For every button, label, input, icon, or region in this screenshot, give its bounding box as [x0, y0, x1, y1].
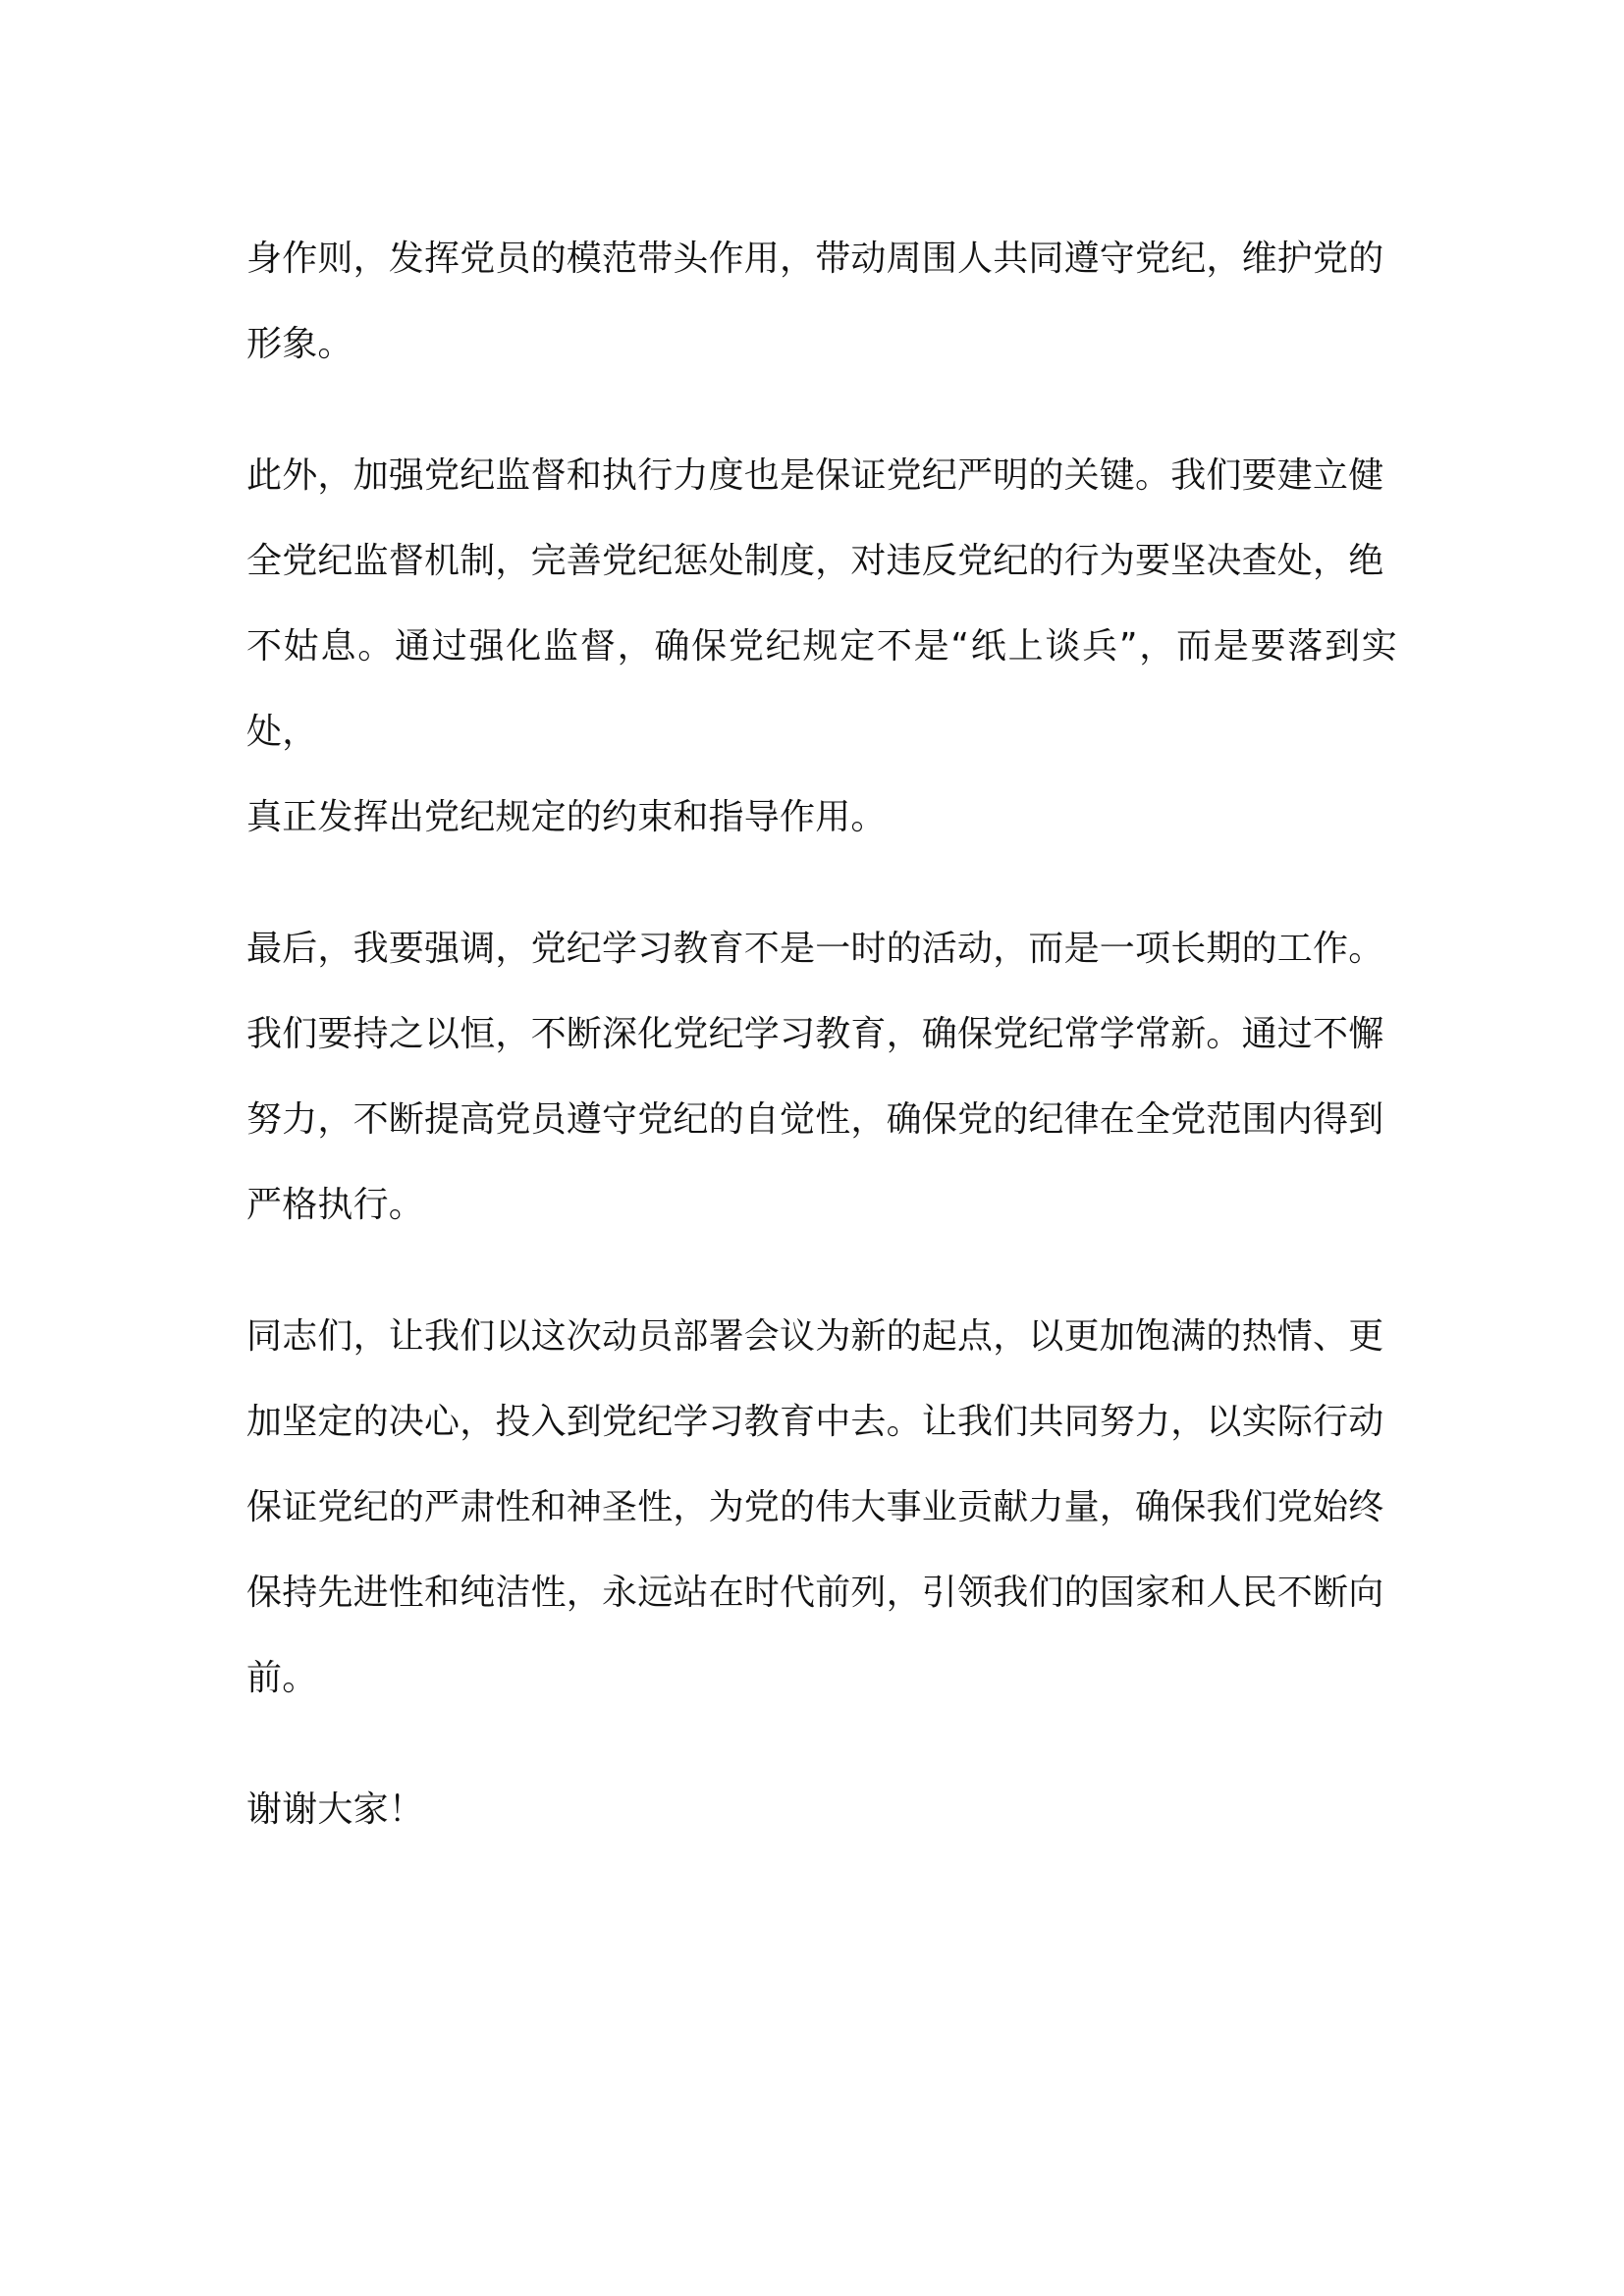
paragraph-3: 最后，我要强调，党纪学习教育不是一时的活动，而是一项长期的工作。 我们要持之以恒，不断深化党纪学习教育，确保党纪常学常新。通过不懈 努力，不断提高党员遵守党纪的自觉性，确保党的纪律在全党范围内得到 严格执行。: [246, 929, 1384, 1225]
document-body: [246, 216, 1397, 1852]
paragraph-4: 同志们，让我们以这次动员部署会议为新的起点，以更加饱满的热情、更 加坚定的决心，投入到党纪学习教育中去。让我们共同努力，以实际行动 保证党纪的严肃性和神圣性，为党的伟大事业贡献力量，确保我们党始终 保持先进性和纯洁性，永远站在时代前列，引领我们的国家和人民不断向 前。: [246, 1316, 1384, 1698]
paragraph-2: 此外，加强党纪监督和执行力度也是保证党纪严明的关键。我们要建立健 全党纪监督机制，完善党纪惩处制度，对违反党纪的行为要坚决查处，绝 不姑息。通过强化监督，确保党纪规定不是“纸上谈兵”，而是要落到实处， 真正发挥出党纪规定的约束和指导作用。: [246, 455, 1397, 837]
paragraph-1: 身作则，发挥党员的模范带头作用，带动周围人共同遵守党纪，维护党的 形象。: [246, 239, 1384, 364]
closing-paragraph: 谢谢大家！: [246, 1789, 425, 1830]
